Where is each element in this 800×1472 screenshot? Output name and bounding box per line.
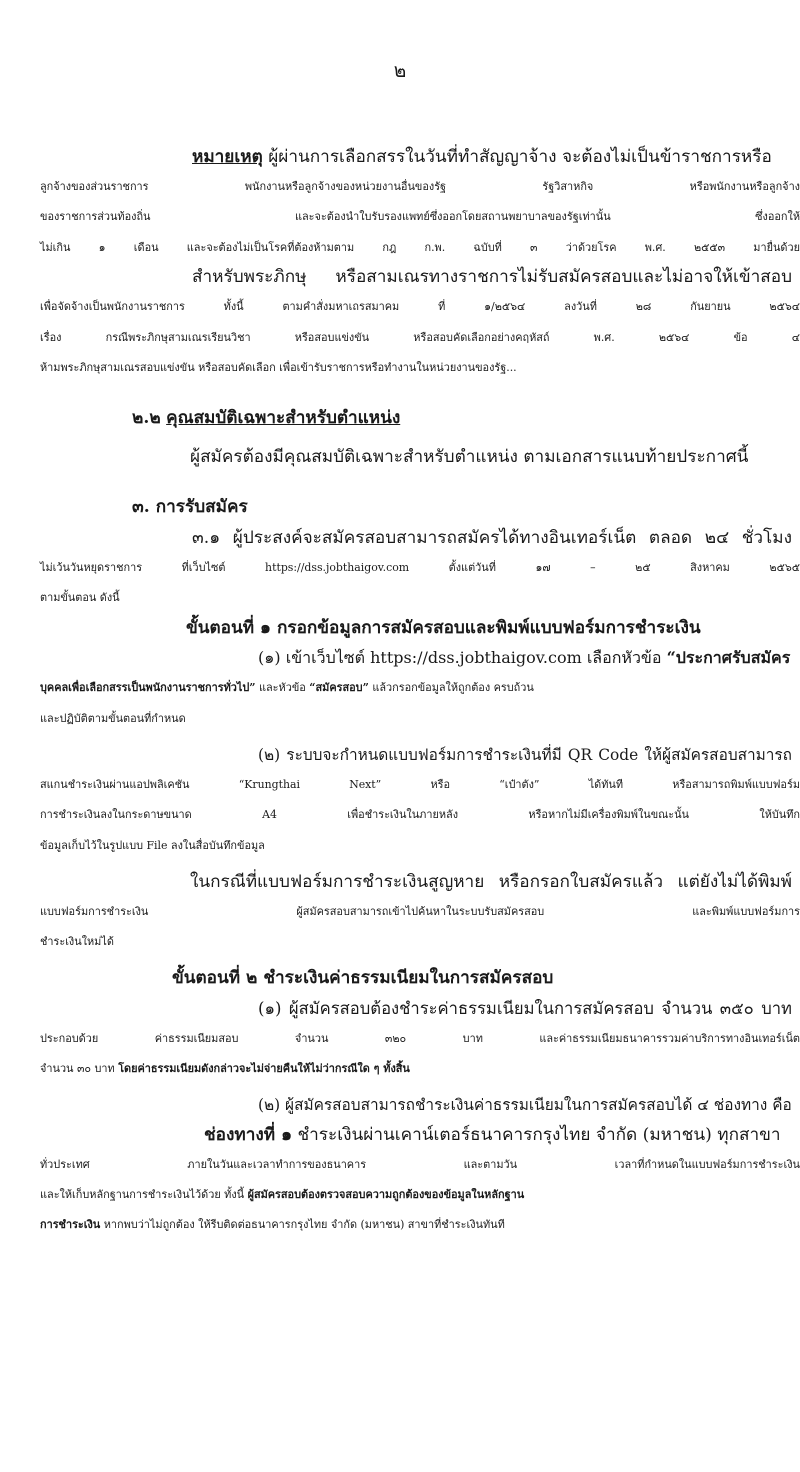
note-line-1: หมายเหตุ ผู้ผ่านการเลือกสรรในวันที่ทำสัญญาจ้าง จะต้องไม่เป็นข้าราชการหรือ bbox=[192, 147, 772, 167]
step-2-item-1-line-3: จำนวน ๓๐ บาท โดยค่าธรรมเนียมดังกล่าวจะไม่จ่ายคืนให้ไม่ว่ากรณีใด ๆ ทั้งสิ้น bbox=[40, 1062, 410, 1075]
step-2-heading: ขั้นตอนที่ ๒ ชำระเงินค่าธรรมเนียมในการสมัครสอบ bbox=[172, 968, 554, 988]
monk-line-2: เพื่อจัดจ้างเป็นพนักงานราชการ ทั้งนี้ ตามคำสั่งมหาเถรสมาคม ที่ ๑/๒๕๖๔ ลงวันที่ ๒๘ กันยายน ๒๕๖๔ bbox=[40, 300, 800, 313]
step-2-item-2-line-1: (๒) ผู้สมัครสอบสามารถชำระเงินค่าธรรมเนียมในการสมัครสอบได้ ๔ ช่องทาง คือ bbox=[258, 1096, 792, 1114]
channel-1-line-4: การชำระเงิน หากพบว่าไม่ถูกต้อง ให้รีบติดต่อธนาคารกรุงไทย จำกัด (มหาชน) สาขาที่ชำระเงินทันที bbox=[40, 1218, 505, 1231]
step-1-item-1-line-3: และปฏิบัติตามขั้นตอนที่กำหนด bbox=[40, 712, 186, 725]
step-1-item-1-line-1: (๑) เข้าเว็บไซต์ https://dss.jobthaigov.com เลือกหัวข้อ “ประกาศรับสมัคร bbox=[258, 648, 791, 667]
lost-form-line-1: ในกรณีที่แบบฟอร์มการชำระเงินสูญหาย หรือกรอกใบสมัครแล้ว แต่ยังไม่ได้พิมพ์ bbox=[190, 872, 792, 892]
lost-form-line-3: ชำระเงินใหม่ได้ bbox=[40, 935, 114, 948]
channel-1-line-1: ช่องทางที่ ๑ ชำระเงินผ่านเคาน์เตอร์ธนาคารกรุงไทย จำกัด (มหาชน) ทุกสาขา bbox=[204, 1125, 781, 1145]
channel-1-line-3: และให้เก็บหลักฐานการชำระเงินไว้ด้วย ทั้งนี้ ผู้สมัครสอบต้องตรวจสอบความถูกต้องของข้อมูลในหลักฐาน bbox=[40, 1188, 525, 1201]
section-3-heading: ๓. การรับสมัคร bbox=[132, 497, 248, 517]
section-3-1-line-1: ๓.๑ ผู้ประสงค์จะสมัครสอบสามารถสมัครได้ทางอินเทอร์เน็ต ตลอด ๒๔ ชั่วโมง bbox=[192, 528, 792, 548]
monk-line-4: ห้ามพระภิกษุสามเณรสอบแข่งขัน หรือสอบคัดเลือก เพื่อเข้ารับราชการหรือทำงานในหน่วยงานของรัฐ... bbox=[40, 361, 517, 374]
step-1-item-1-line-2: บุคคลเพื่อเลือกสรรเป็นพนักงานราชการทั่วไป” และหัวข้อ “สมัครสอบ” แล้วกรอกข้อมูลให้ถูกต้อง ครบถ้วน bbox=[40, 681, 534, 694]
note-label: หมายเหตุ bbox=[192, 147, 263, 167]
step-1-item-2-line-3: การชำระเงินลงในกระดาษขนาด A4 เพื่อชำระเงินในภายหลัง หรือหากไม่มีเครื่องพิมพ์ในขณะนั้น ให้บันทึก bbox=[40, 808, 800, 821]
step-1-item-2-line-2: สแกนชำระเงินผ่านแอปพลิเคชัน “Krungthai Next” หรือ “เป๋าตัง” ได้ทันที หรือสามารถพิมพ์แบบฟอร์ม bbox=[40, 778, 800, 791]
step-1-item-2-line-1: (๒) ระบบจะกำหนดแบบฟอร์มการชำระเงินที่มี QR Code ให้ผู้สมัครสอบสามารถ bbox=[258, 746, 792, 764]
step-1-heading: ขั้นตอนที่ ๑ กรอกข้อมูลการสมัครสอบและพิมพ์แบบฟอร์มการชำระเงิน bbox=[186, 618, 701, 638]
section-2-2-body: ผู้สมัครต้องมีคุณสมบัติเฉพาะสำหรับตำแหน่ง ตามเอกสารแนบท้ายประกาศนี้ bbox=[190, 447, 749, 467]
step-2-item-1-line-1: (๑) ผู้สมัครสอบต้องชำระค่าธรรมเนียมในการสมัครสอบ จำนวน ๓๕๐ บาท bbox=[258, 999, 792, 1018]
page-number: ๒ bbox=[393, 60, 407, 82]
lost-form-line-2: แบบฟอร์มการชำระเงิน ผู้สมัครสอบสามารถเข้าไปค้นหาในระบบรับสมัครสอบ และพิมพ์แบบฟอร์มการ bbox=[40, 905, 800, 918]
section-3-1-line-2: ไม่เว้นวันหยุดราชการ ที่เว็บไซต์ https://dss.jobthaigov.com ตั้งแต่วันที่ ๑๗ – ๒๕ สิงหาคม ๒๕๖๕ bbox=[40, 561, 800, 574]
channel-1-line-2: ทั่วประเทศ ภายในวันและเวลาทำการของธนาคาร และตามวัน เวลาที่กำหนดในแบบฟอร์มการชำระเงิน bbox=[40, 1158, 800, 1171]
monk-line-1: สำหรับพระภิกษุ หรือสามเณรทางราชการไม่รับสมัครสอบและไม่อาจให้เข้าสอบ bbox=[192, 267, 792, 287]
section-3-1-line-3: ตามขั้นตอน ดังนี้ bbox=[40, 591, 120, 604]
note-line-3: ของราชการส่วนท้องถิ่น และจะต้องนำใบรับรองแพทย์ซึ่งออกโดยสถานพยาบาลของรัฐเท่านั้น ซึ่งออกให้ bbox=[40, 210, 800, 223]
section-2-2-heading: ๒.๒ คุณสมบัติเฉพาะสำหรับตำแหน่ง bbox=[132, 408, 401, 428]
note-line-4: ไม่เกิน ๑ เดือน และจะต้องไม่เป็นโรคที่ต้องห้ามตาม กฎ ก.พ. ฉบับที่ ๓ ว่าด้วยโรค พ.ศ. ๒๕๕๓ มายื่นด้วย bbox=[40, 241, 800, 254]
step-2-item-1-line-2: ประกอบด้วย ค่าธรรมเนียมสอบ จำนวน ๓๒๐ บาท และค่าธรรมเนียมธนาคารรวมค่าบริการทางอินเทอร์เน็ต bbox=[40, 1032, 800, 1045]
monk-line-3: เรื่อง กรณีพระภิกษุสามเณรเรียนวิชา หรือสอบแข่งขัน หรือสอบคัดเลือกอย่างคฤหัสถ์ พ.ศ. ๒๕๖๔ ข้อ ๔ bbox=[40, 331, 800, 344]
step-1-item-2-line-4: ข้อมูลเก็บไว้ในรูปแบบ File ลงในสื่อบันทึกข้อมูล bbox=[40, 839, 265, 852]
note-line-2: ลูกจ้างของส่วนราชการ พนักงานหรือลูกจ้างของหน่วยงานอื่นของรัฐ รัฐวิสาหกิจ หรือพนักงานหรือลูกจ้าง bbox=[40, 180, 800, 193]
